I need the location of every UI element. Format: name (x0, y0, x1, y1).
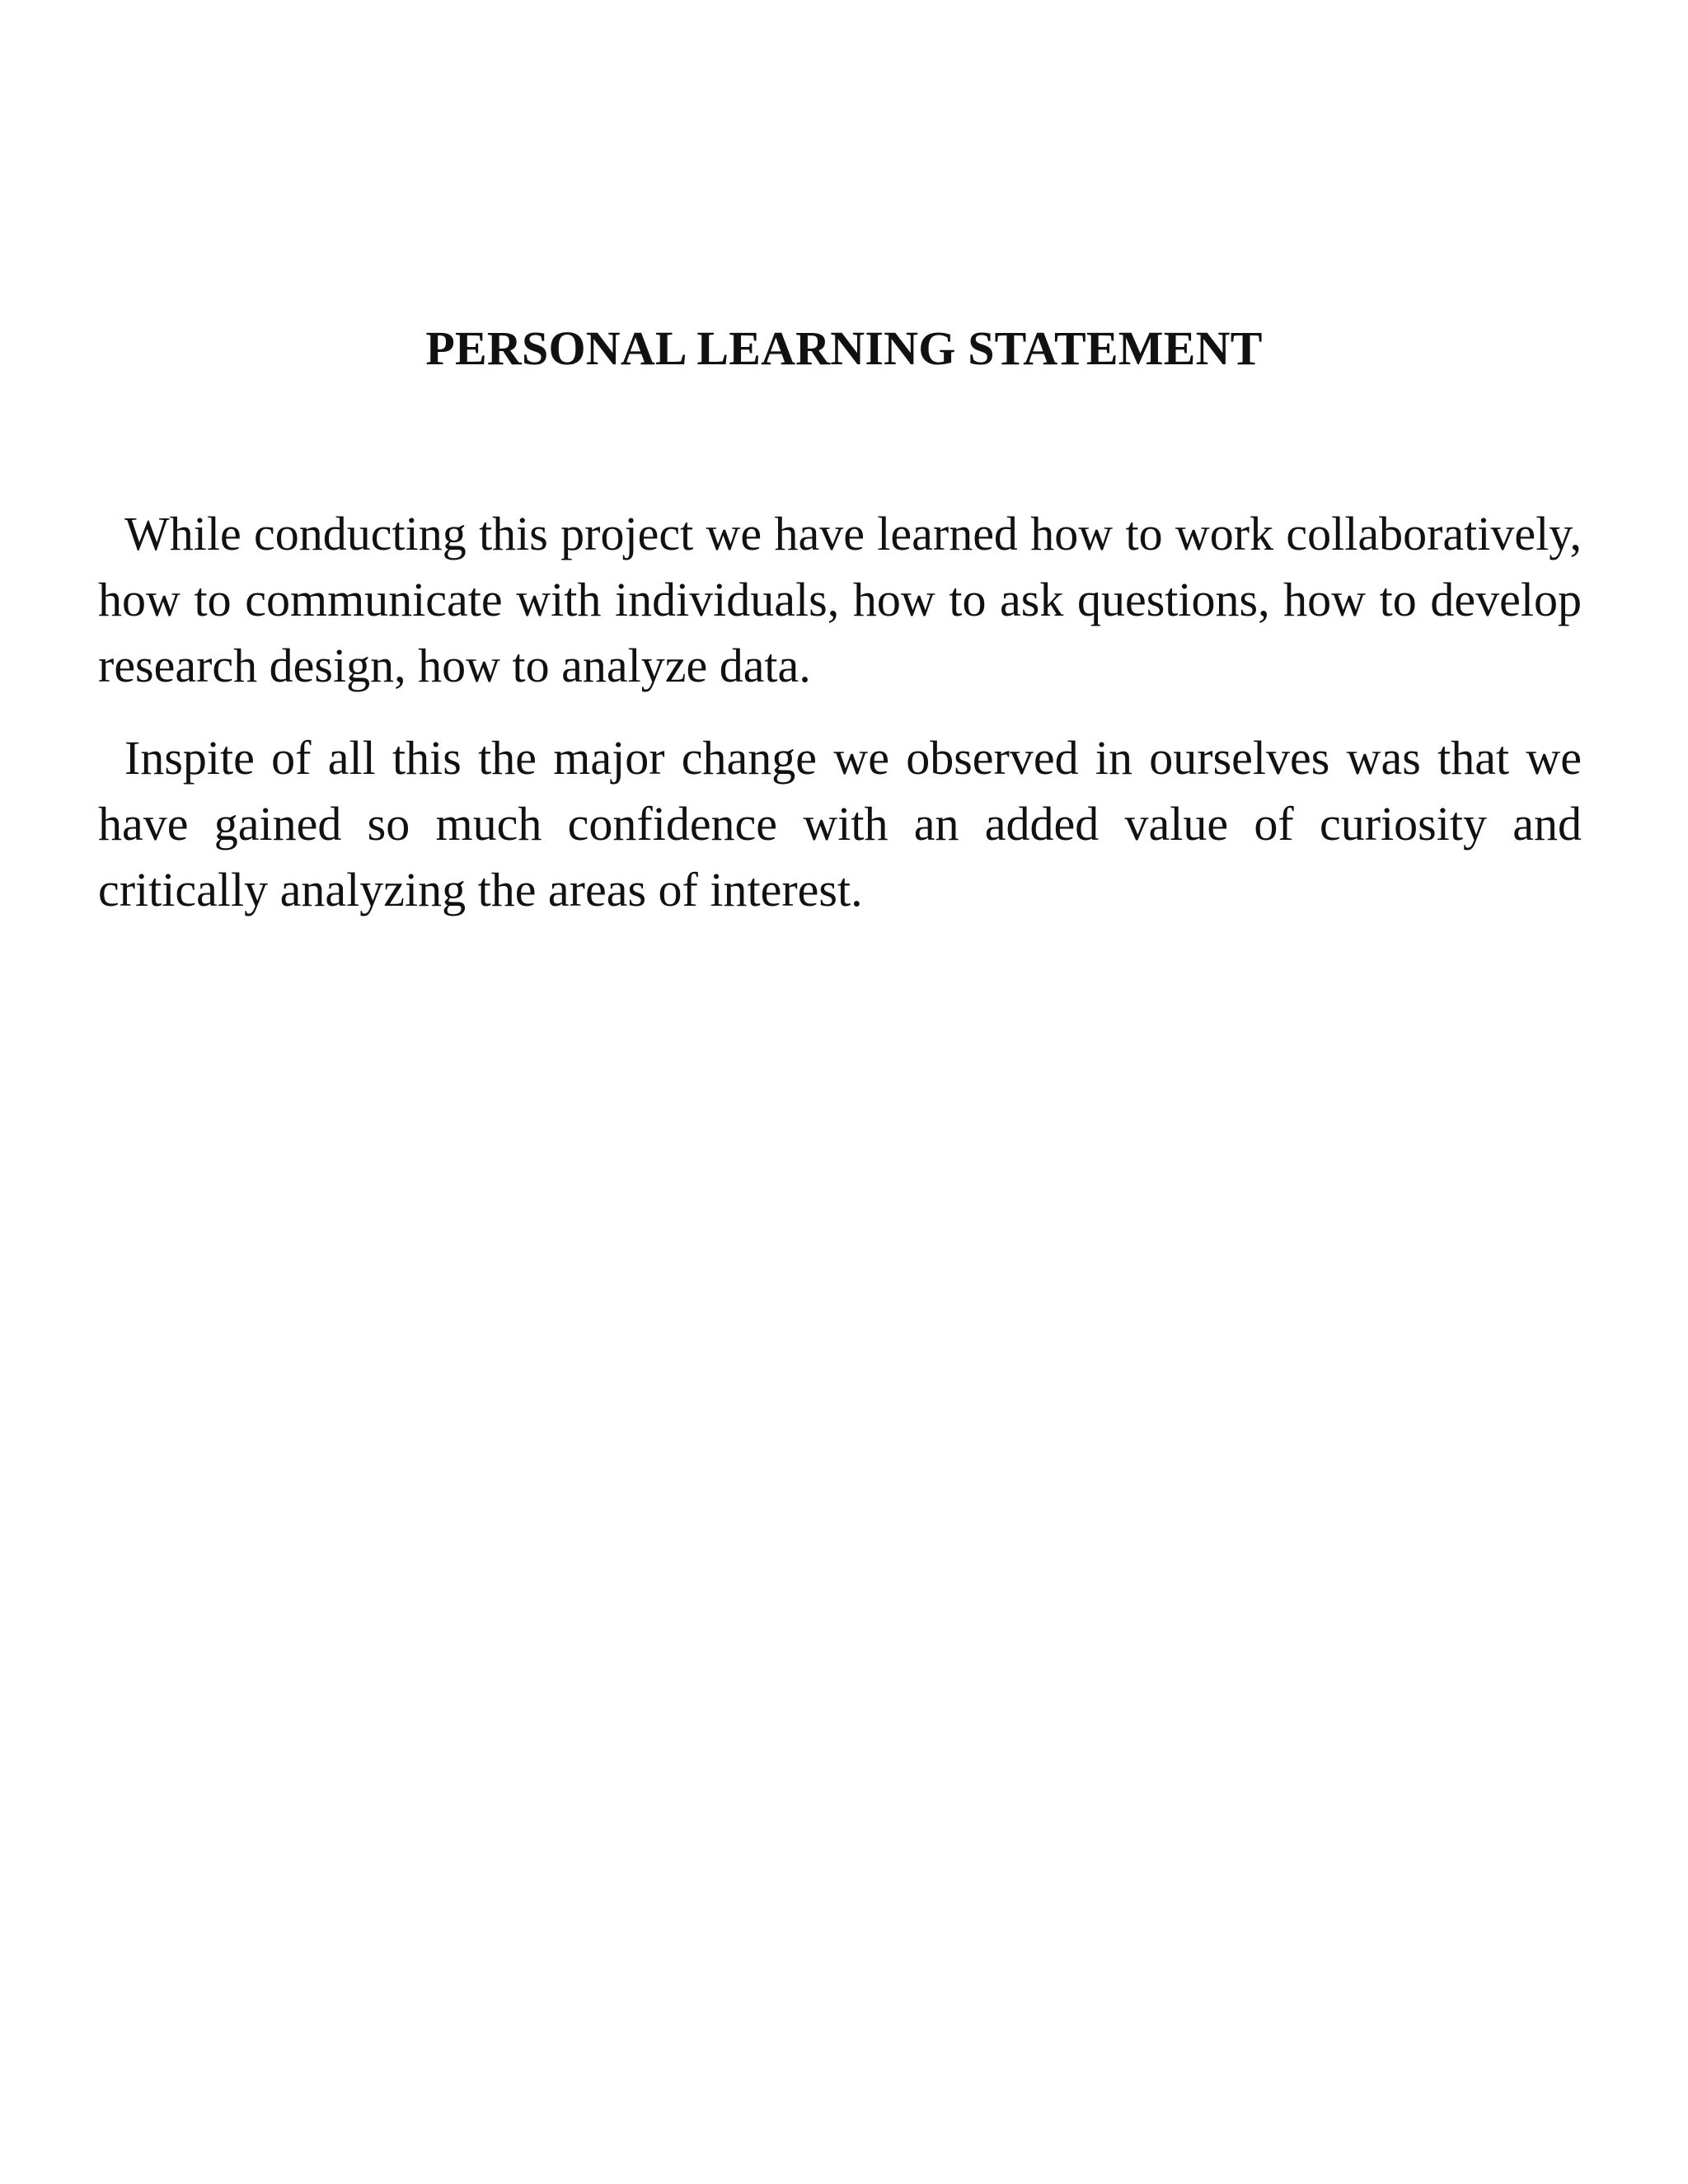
statement-body (98, 501, 1582, 923)
paragraph-learning: While conducting this project we have learned how to work collaboratively, how to communicate with individuals, how to ask questions, how to develop research design, how to analyze data. (98, 507, 1582, 692)
page-title: PERSONAL LEARNING STATEMENT (425, 321, 1263, 375)
paragraph-confidence: Inspite of all this the major change we observed in ourselves was that we have gained so much confidence with an added value of curiosity and critically analyzing the areas of interest. (98, 731, 1582, 916)
